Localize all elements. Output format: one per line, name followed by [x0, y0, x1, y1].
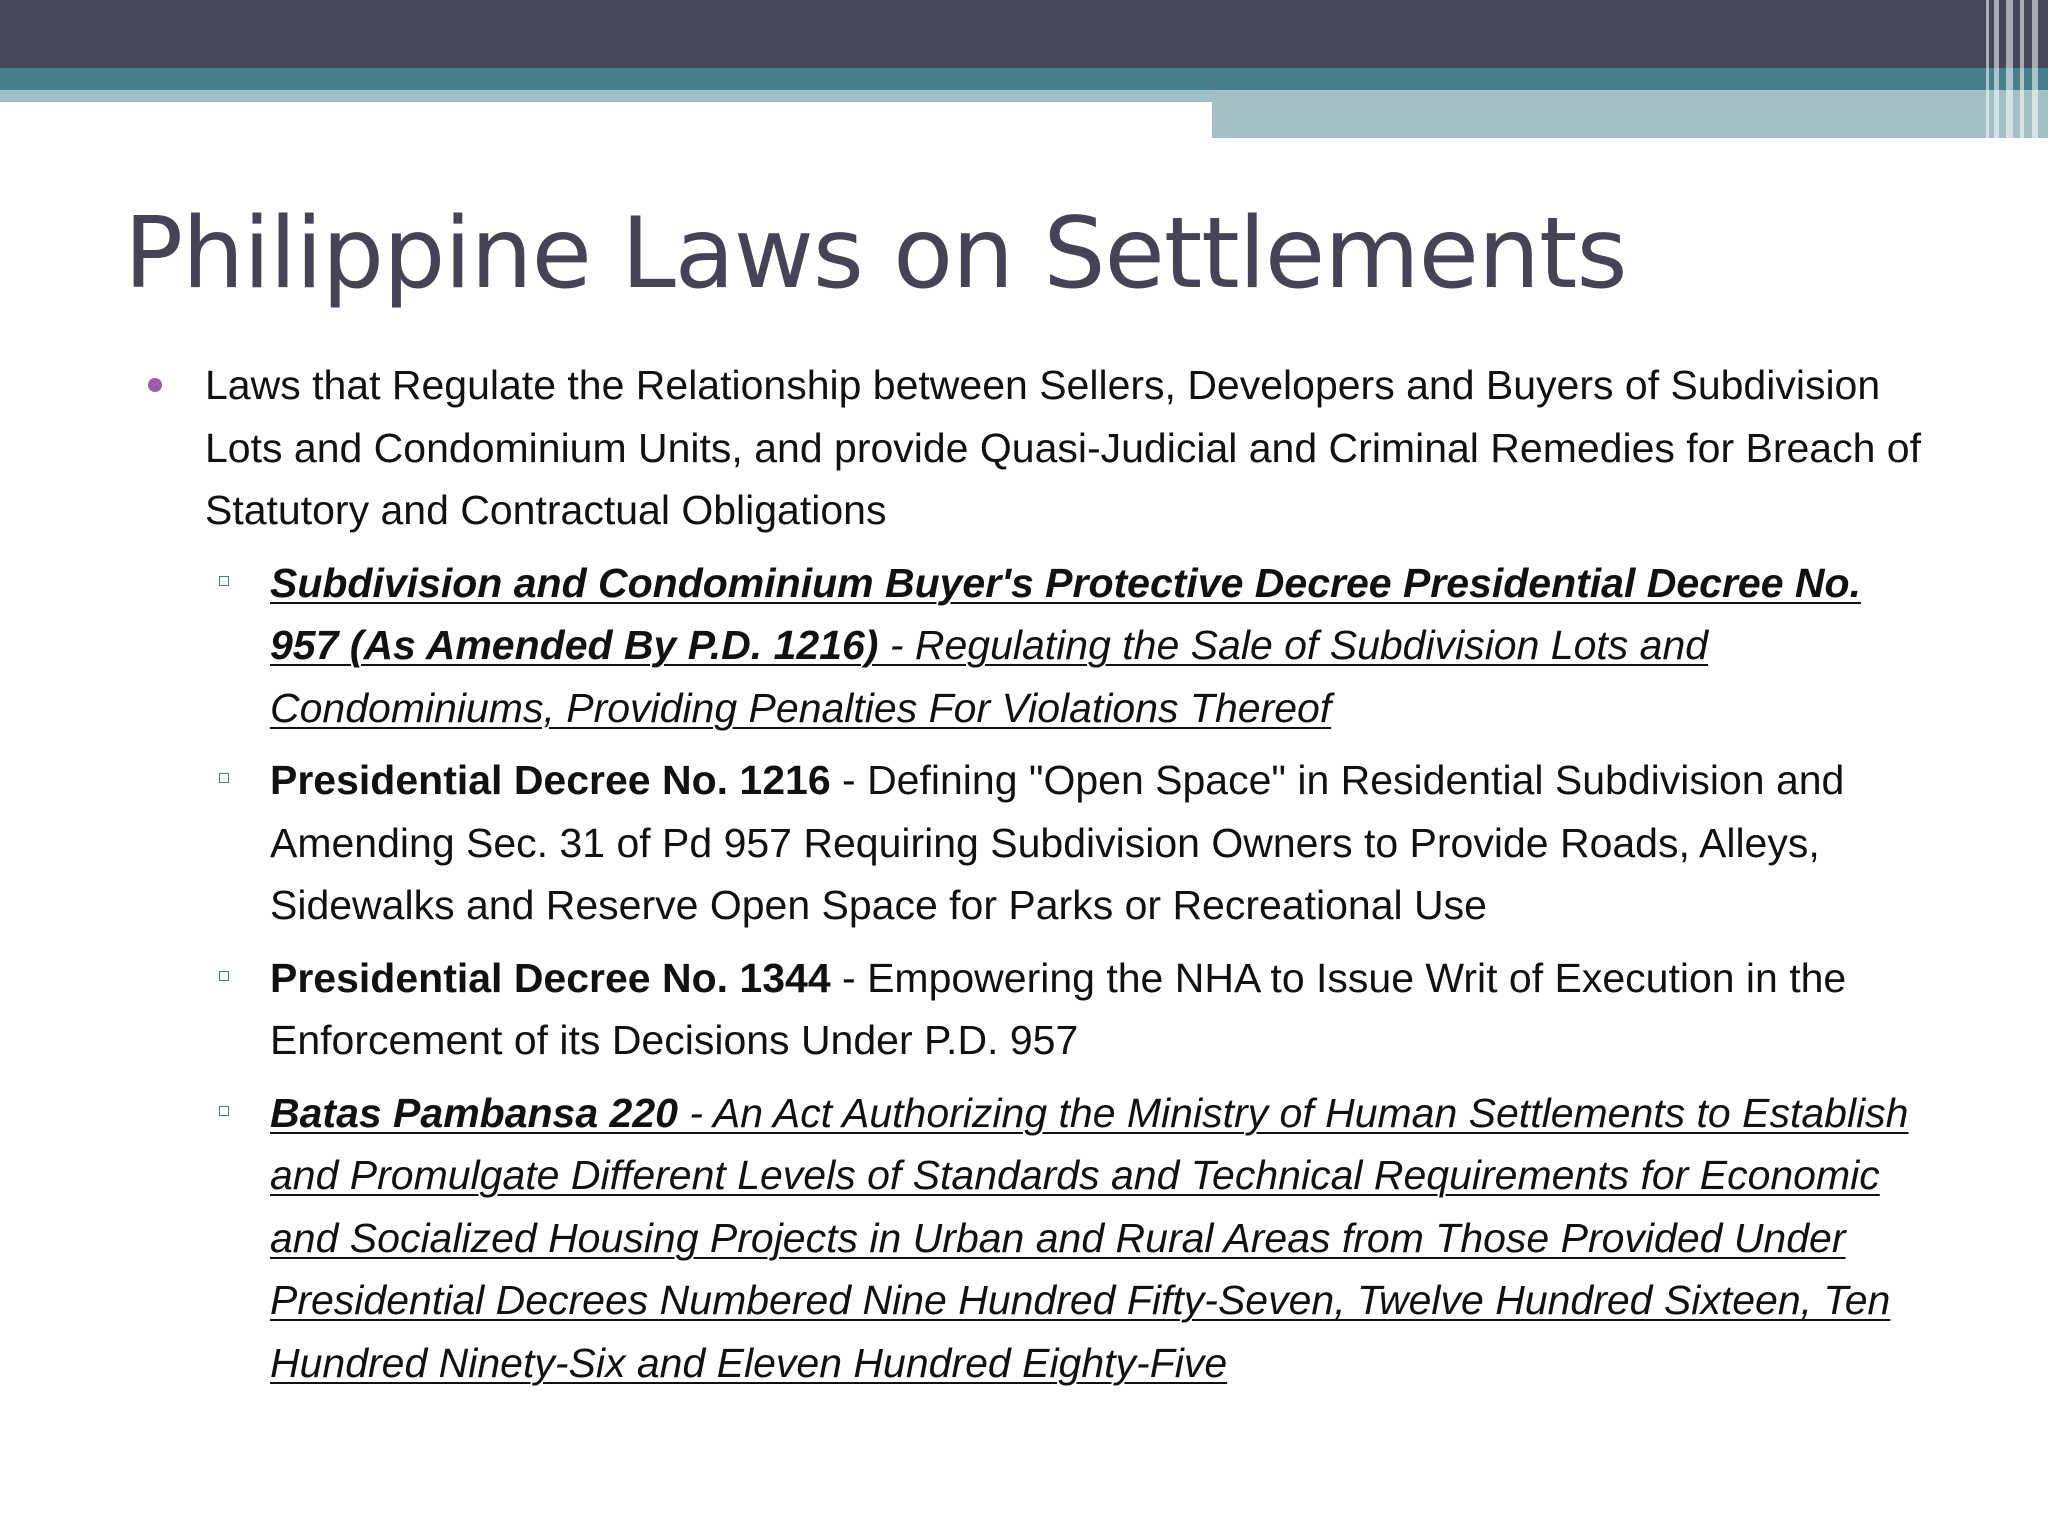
header-stripe [1994, 0, 1999, 138]
law-description: - Defining "Open Space" in Residential Subdivision and Amending Sec. 31 of Pd 957 Requiring Subdivision Owners to Provide Roads, Alleys, Sidewalks and Reserve Open Space for Parks or Recreational Use [270, 757, 1845, 928]
law-description: - Regulating the Sale of Subdivision Lots and Condominiums, Providing Penalties For Violations Thereof [270, 622, 1709, 731]
slide-title: Philippine Laws on Settlements [124, 197, 1627, 311]
square-bullet-icon [219, 773, 229, 783]
header-stripe [1986, 0, 1989, 138]
law-description: - An Act Authorizing the Ministry of Human Settlements to Establish and Promulgate Different Levels of Standards and Technical Requirements for Economic and Socialized Housing Projects in Urban and Rural Areas from Those Provided Under Presidential Decrees Numbered Nine Hundred Fifty-Seven, Twelve Hundred Sixteen, Ten Hundred Ninety-Six and Eleven Hundred Eighty-Five [270, 1089, 1909, 1386]
square-bullet-icon [219, 1106, 229, 1116]
header-stripe [2020, 0, 2024, 138]
bullet-dot-icon [148, 378, 162, 392]
law-name: Subdivision and Condominium Buyer's Protective Decree Presidential Decree No. 957 (As Amended By P.D. 1216) [270, 559, 1861, 668]
law-name: Batas Pambansa 220 [270, 1089, 678, 1136]
law-name: Presidential Decree No. 1344 [270, 954, 831, 1001]
header-stripe [2032, 0, 2038, 138]
square-bullet-icon [219, 576, 229, 586]
sub-item-pd-1344 [148, 947, 1928, 1072]
sub-item-pd-1216 [148, 749, 1928, 937]
main-bullet [148, 354, 1928, 542]
main-bullet-text: Laws that Regulate the Relationship between Sellers, Developers and Buyers of Subdivision Lots and Condominium Units, and provide Quasi-Judicial and Criminal Remedies for Breach of Statutory and Contractual Obligations [205, 362, 1921, 533]
header-stripe [2006, 0, 2013, 138]
law-description: - Empowering the NHA to Issue Writ of Execution in the Enforcement of its Decisions Under P.D. 957 [270, 954, 1847, 1063]
header-teal-band [0, 68, 2048, 90]
sub-item-pd-957 [148, 552, 1928, 740]
header-right-block [1212, 90, 2048, 138]
law-name: Presidential Decree No. 1216 [270, 757, 831, 803]
header-light-band [0, 90, 1212, 102]
slide-body [148, 354, 1928, 1394]
square-bullet-icon [219, 971, 229, 981]
sub-item-bp-220 [148, 1082, 1928, 1395]
header-dark-band [0, 0, 2048, 68]
